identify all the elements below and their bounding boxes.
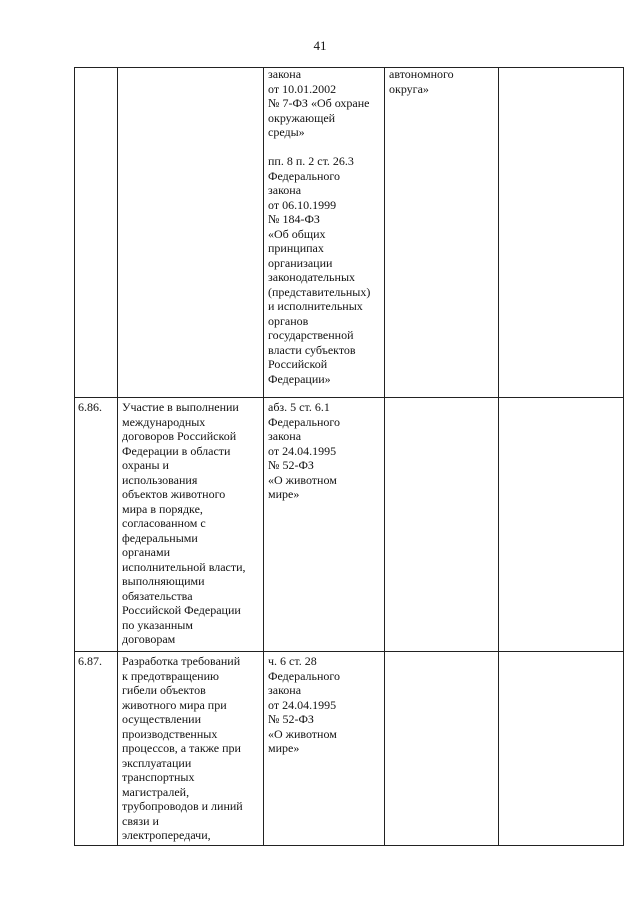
row-divider	[74, 651, 624, 652]
row-divider	[74, 397, 624, 398]
column-divider	[384, 67, 385, 846]
legal-basis-cell: закона от 10.01.2002 № 7-ФЗ «Об охране окружающей среды» пп. 8 п. 2 ст. 26.3 Федерального закона от 06.10.1999 № 184-ФЗ «Об общих принципах организации законодательных (представительных) и исполнительных органов государственной власти субъектов Российской Федерации»	[268, 67, 371, 386]
row-number-cell: 6.87.	[78, 654, 102, 668]
page-number: 41	[313, 38, 327, 53]
description-cell: Участие в выполнении международных договоров Российской Федерации в области охраны и использования объектов животного мира в порядке, согласованном с федеральными органами исполнительной власти, выполняющими обязательства Российской Федерации по указанным договорам	[122, 400, 246, 646]
row-number-cell: 6.86.	[78, 400, 102, 414]
column-divider	[263, 67, 264, 846]
table-border-left	[74, 67, 75, 846]
table-border-bottom	[74, 845, 624, 846]
competence-table	[74, 67, 624, 846]
column-divider	[117, 67, 118, 846]
legal-basis-cell: ч. 6 ст. 28 Федерального закона от 24.04.1995 № 52-ФЗ «О животном мире»	[268, 654, 341, 755]
table-border-right	[623, 67, 624, 846]
authority-cell: автономного округа»	[389, 67, 454, 96]
column-divider	[498, 67, 499, 846]
legal-basis-cell: абз. 5 ст. 6.1 Федерального закона от 24.04.1995 № 52-ФЗ «О животном мире»	[268, 400, 341, 501]
description-cell: Разработка требований к предотвращению гибели объектов животного мира при осуществлении производственных процессов, а также при эксплуатации транспортных магистралей, трубопроводов и линий связи и электропередачи,	[122, 654, 243, 842]
